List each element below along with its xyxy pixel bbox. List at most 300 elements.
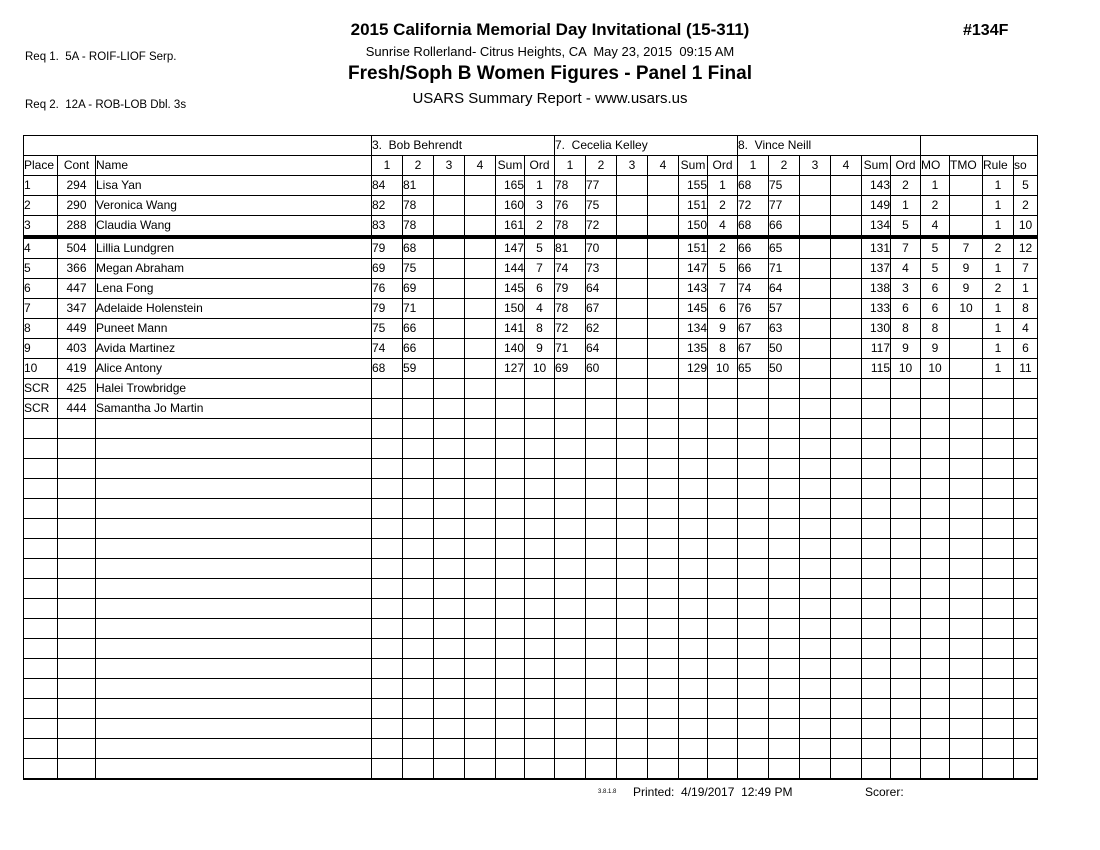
- score-cell: 63: [769, 319, 800, 339]
- score-cell: [617, 176, 648, 196]
- empty-row: [24, 419, 1038, 439]
- title-block: [0, 20, 1100, 107]
- ordinal-cell: [525, 659, 555, 679]
- contestant-number-cell: [58, 739, 96, 759]
- score-cell: [372, 479, 403, 499]
- rule-cell: [983, 679, 1014, 699]
- score-cell: [434, 479, 465, 499]
- sum-cell: 137: [862, 259, 891, 279]
- score-cell: [586, 399, 617, 419]
- so-cell: [1014, 379, 1038, 399]
- contestant-number-cell: 290: [58, 196, 96, 216]
- skater-name-cell: Lena Fong: [96, 279, 372, 299]
- col-header-tmo: TMO: [950, 156, 983, 176]
- score-cell: [738, 579, 769, 599]
- sum-cell: [862, 599, 891, 619]
- sum-cell: [862, 519, 891, 539]
- score-cell: [800, 619, 831, 639]
- empty-row: [24, 719, 1038, 739]
- tmo-cell: [950, 639, 983, 659]
- sum-cell: 160: [496, 196, 525, 216]
- skater-name-cell: Megan Abraham: [96, 259, 372, 279]
- score-cell: [648, 459, 679, 479]
- rule-cell: 2: [983, 279, 1014, 299]
- score-cell: [403, 519, 434, 539]
- score-cell: [434, 619, 465, 639]
- score-cell: [738, 499, 769, 519]
- sum-cell: [496, 419, 525, 439]
- ordinal-cell: [525, 459, 555, 479]
- mo-cell: 4: [921, 216, 950, 238]
- score-cell: [831, 439, 862, 459]
- score-cell: [555, 399, 586, 419]
- score-cell: 67: [586, 299, 617, 319]
- score-cell: 68: [738, 176, 769, 196]
- score-cell: 71: [555, 339, 586, 359]
- result-row: [24, 339, 1038, 359]
- score-cell: [738, 559, 769, 579]
- ordinal-cell: [525, 599, 555, 619]
- ordinal-cell: 6: [708, 299, 738, 319]
- score-cell: 75: [769, 176, 800, 196]
- score-cell: [403, 559, 434, 579]
- score-cell: [586, 479, 617, 499]
- score-cell: [465, 339, 496, 359]
- sum-cell: [862, 639, 891, 659]
- sum-cell: [862, 659, 891, 679]
- score-cell: [586, 539, 617, 559]
- sum-cell: [862, 699, 891, 719]
- skater-name-cell: [96, 479, 372, 499]
- score-cell: [800, 659, 831, 679]
- score-cell: [800, 739, 831, 759]
- score-cell: [555, 659, 586, 679]
- score-cell: [617, 399, 648, 419]
- score-cell: [372, 459, 403, 479]
- score-cell: [800, 579, 831, 599]
- ordinal-cell: 1: [708, 176, 738, 196]
- contestant-number-cell: 294: [58, 176, 96, 196]
- ordinal-cell: [708, 699, 738, 719]
- ordinal-cell: [525, 539, 555, 559]
- col-header-3: 3: [800, 156, 831, 176]
- score-cell: [800, 559, 831, 579]
- ordinal-cell: [525, 739, 555, 759]
- score-cell: [800, 439, 831, 459]
- score-cell: [465, 719, 496, 739]
- score-cell: 70: [586, 237, 617, 259]
- mo-cell: 8: [921, 319, 950, 339]
- score-cell: [769, 539, 800, 559]
- score-cell: 66: [403, 319, 434, 339]
- skater-name-cell: [96, 519, 372, 539]
- score-cell: [831, 559, 862, 579]
- score-cell: 76: [555, 196, 586, 216]
- ordinal-cell: [525, 479, 555, 499]
- empty-row: [24, 619, 1038, 639]
- score-cell: 74: [555, 259, 586, 279]
- rule-cell: 1: [983, 299, 1014, 319]
- sum-cell: [679, 479, 708, 499]
- col-header-3: 3: [434, 156, 465, 176]
- score-cell: [738, 739, 769, 759]
- tmo-cell: [950, 419, 983, 439]
- score-cell: [403, 699, 434, 719]
- score-cell: [800, 216, 831, 238]
- score-cell: [769, 679, 800, 699]
- score-cell: [800, 419, 831, 439]
- skater-name-cell: Alice Antony: [96, 359, 372, 379]
- sum-cell: [679, 579, 708, 599]
- ordinal-cell: [525, 419, 555, 439]
- score-cell: 74: [738, 279, 769, 299]
- place-cell: 3: [24, 216, 58, 238]
- score-cell: [372, 579, 403, 599]
- contestant-number-cell: [58, 639, 96, 659]
- score-cell: [738, 619, 769, 639]
- empty-row: [24, 639, 1038, 659]
- ordinal-cell: 5: [525, 237, 555, 259]
- score-cell: 71: [769, 259, 800, 279]
- score-cell: [434, 196, 465, 216]
- score-cell: [769, 719, 800, 739]
- score-cell: [648, 479, 679, 499]
- score-cell: 68: [403, 237, 434, 259]
- empty-row: [24, 599, 1038, 619]
- ordinal-cell: [525, 559, 555, 579]
- sum-cell: [862, 679, 891, 699]
- mo-cell: [921, 759, 950, 780]
- score-cell: [465, 559, 496, 579]
- score-cell: [738, 439, 769, 459]
- score-cell: [800, 539, 831, 559]
- sum-cell: 147: [496, 237, 525, 259]
- contestant-number-cell: [58, 499, 96, 519]
- so-cell: [1014, 539, 1038, 559]
- mo-cell: 6: [921, 299, 950, 319]
- tmo-cell: [950, 619, 983, 639]
- score-cell: [465, 399, 496, 419]
- rule-cell: [983, 519, 1014, 539]
- score-cell: [800, 699, 831, 719]
- col-header-sum: Sum: [862, 156, 891, 176]
- sum-cell: [496, 679, 525, 699]
- score-cell: [465, 299, 496, 319]
- score-cell: [465, 659, 496, 679]
- sum-cell: [679, 499, 708, 519]
- score-cell: [555, 759, 586, 780]
- sum-cell: [496, 399, 525, 419]
- score-cell: [800, 359, 831, 379]
- score-cell: [831, 359, 862, 379]
- score-cell: [648, 539, 679, 559]
- score-cell: [617, 259, 648, 279]
- score-cell: [434, 279, 465, 299]
- so-cell: [1014, 599, 1038, 619]
- score-cell: [555, 579, 586, 599]
- sum-cell: [862, 559, 891, 579]
- header-spacer-right: [921, 136, 1038, 156]
- place-cell: [24, 579, 58, 599]
- score-cell: [555, 619, 586, 639]
- score-cell: [586, 679, 617, 699]
- so-cell: 6: [1014, 339, 1038, 359]
- score-cell: [617, 599, 648, 619]
- sum-cell: [496, 639, 525, 659]
- score-cell: [769, 499, 800, 519]
- judge-header-row: [24, 136, 1038, 156]
- ordinal-cell: [525, 519, 555, 539]
- skater-name-cell: Veronica Wang: [96, 196, 372, 216]
- so-cell: 1: [1014, 279, 1038, 299]
- col-header-mo: MO: [921, 156, 950, 176]
- score-cell: [434, 176, 465, 196]
- score-cell: 64: [769, 279, 800, 299]
- score-cell: [372, 759, 403, 780]
- score-cell: [738, 759, 769, 780]
- ordinal-cell: [708, 379, 738, 399]
- score-cell: [372, 699, 403, 719]
- place-cell: [24, 499, 58, 519]
- ordinal-cell: 5: [708, 259, 738, 279]
- score-cell: [465, 619, 496, 639]
- sum-cell: [862, 479, 891, 499]
- score-cell: [648, 299, 679, 319]
- score-cell: [465, 739, 496, 759]
- score-cell: [800, 379, 831, 399]
- col-header-4: 4: [831, 156, 862, 176]
- score-cell: [403, 579, 434, 599]
- score-cell: [800, 599, 831, 619]
- score-cell: [465, 176, 496, 196]
- contestant-number-cell: [58, 619, 96, 639]
- score-cell: [769, 619, 800, 639]
- header-spacer-left: [24, 136, 372, 156]
- judge-header: 8. Vince Neill: [738, 136, 921, 156]
- ordinal-cell: [708, 639, 738, 659]
- score-cell: [800, 479, 831, 499]
- score-cell: [617, 579, 648, 599]
- score-cell: [555, 679, 586, 699]
- score-cell: [434, 519, 465, 539]
- score-cell: [648, 719, 679, 739]
- ordinal-cell: [525, 759, 555, 780]
- score-cell: [831, 639, 862, 659]
- so-cell: [1014, 759, 1038, 780]
- rule-cell: [983, 539, 1014, 559]
- printed-timestamp: Printed: 4/19/2017 12:49 PM: [633, 785, 793, 799]
- tmo-cell: [950, 499, 983, 519]
- software-version: 3.8.1.8: [598, 789, 617, 795]
- score-cell: 77: [586, 176, 617, 196]
- score-cell: [648, 279, 679, 299]
- ordinal-cell: 9: [891, 339, 921, 359]
- sum-cell: [679, 619, 708, 639]
- col-header-1: 1: [738, 156, 769, 176]
- score-cell: [831, 659, 862, 679]
- sum-cell: [679, 739, 708, 759]
- score-cell: 78: [403, 196, 434, 216]
- sum-cell: [679, 539, 708, 559]
- score-cell: [372, 619, 403, 639]
- col-header-4: 4: [648, 156, 679, 176]
- score-cell: 57: [769, 299, 800, 319]
- skater-name-cell: Lillia Lundgren: [96, 237, 372, 259]
- result-row: [24, 176, 1038, 196]
- sum-cell: [679, 559, 708, 579]
- score-cell: [555, 599, 586, 619]
- score-cell: [800, 759, 831, 780]
- so-cell: 10: [1014, 216, 1038, 238]
- col-header-place: Place: [24, 156, 58, 176]
- ordinal-cell: 10: [708, 359, 738, 379]
- score-cell: [617, 299, 648, 319]
- score-cell: 69: [555, 359, 586, 379]
- col-header-name: Name: [96, 156, 372, 176]
- ordinal-cell: [525, 439, 555, 459]
- ordinal-cell: [525, 379, 555, 399]
- score-cell: [465, 539, 496, 559]
- score-cell: [738, 379, 769, 399]
- score-cell: [831, 196, 862, 216]
- score-cell: 72: [555, 319, 586, 339]
- score-cell: 62: [586, 319, 617, 339]
- score-cell: [617, 319, 648, 339]
- score-cell: [434, 237, 465, 259]
- skater-name-cell: [96, 579, 372, 599]
- ordinal-cell: [708, 439, 738, 459]
- tmo-cell: [950, 659, 983, 679]
- score-cell: [465, 639, 496, 659]
- place-cell: SCR: [24, 399, 58, 419]
- sum-cell: 151: [679, 196, 708, 216]
- ordinal-cell: [891, 539, 921, 559]
- score-cell: 75: [403, 259, 434, 279]
- col-header-2: 2: [403, 156, 434, 176]
- score-cell: [586, 459, 617, 479]
- score-cell: [800, 339, 831, 359]
- sum-cell: [862, 579, 891, 599]
- skater-name-cell: [96, 599, 372, 619]
- ordinal-cell: 7: [891, 237, 921, 259]
- ordinal-cell: 7: [708, 279, 738, 299]
- score-cell: 65: [738, 359, 769, 379]
- ordinal-cell: [891, 439, 921, 459]
- score-cell: 50: [769, 359, 800, 379]
- score-cell: [831, 299, 862, 319]
- col-header-ord: Ord: [708, 156, 738, 176]
- contestant-number-cell: 419: [58, 359, 96, 379]
- score-cell: [434, 339, 465, 359]
- ordinal-cell: 4: [708, 216, 738, 238]
- skater-name-cell: [96, 679, 372, 699]
- score-cell: 66: [403, 339, 434, 359]
- score-cell: [372, 419, 403, 439]
- ordinal-cell: 1: [525, 176, 555, 196]
- score-cell: [648, 379, 679, 399]
- so-cell: [1014, 679, 1038, 699]
- score-cell: [738, 519, 769, 539]
- contestant-number-cell: [58, 539, 96, 559]
- score-cell: 65: [769, 237, 800, 259]
- sum-cell: 134: [679, 319, 708, 339]
- sum-cell: 150: [679, 216, 708, 238]
- score-cell: [586, 439, 617, 459]
- tmo-cell: [950, 319, 983, 339]
- so-cell: [1014, 639, 1038, 659]
- mo-cell: [921, 459, 950, 479]
- score-cell: [648, 599, 679, 619]
- empty-row: [24, 579, 1038, 599]
- sum-cell: [496, 439, 525, 459]
- empty-row: [24, 739, 1038, 759]
- ordinal-cell: 10: [525, 359, 555, 379]
- sum-cell: 141: [496, 319, 525, 339]
- score-cell: [831, 216, 862, 238]
- ordinal-cell: 6: [525, 279, 555, 299]
- sum-cell: [679, 759, 708, 780]
- ordinal-cell: [891, 659, 921, 679]
- score-cell: 60: [586, 359, 617, 379]
- sum-cell: [496, 559, 525, 579]
- req-line-1: Req 1. 5A - ROIF-LIOF Serp.: [25, 51, 177, 63]
- score-cell: [465, 759, 496, 780]
- score-cell: 66: [738, 237, 769, 259]
- col-header-ord: Ord: [525, 156, 555, 176]
- score-cell: [738, 719, 769, 739]
- mo-cell: [921, 559, 950, 579]
- score-cell: 71: [403, 299, 434, 319]
- sum-cell: 130: [862, 319, 891, 339]
- score-cell: [434, 399, 465, 419]
- score-cell: [586, 759, 617, 780]
- tmo-cell: 7: [950, 237, 983, 259]
- sum-cell: 144: [496, 259, 525, 279]
- sum-cell: [679, 719, 708, 739]
- ordinal-cell: 10: [891, 359, 921, 379]
- judge-header: 3. Bob Behrendt: [372, 136, 555, 156]
- score-cell: [831, 479, 862, 499]
- sum-cell: 117: [862, 339, 891, 359]
- score-cell: [648, 439, 679, 459]
- col-header-1: 1: [555, 156, 586, 176]
- score-cell: 69: [403, 279, 434, 299]
- score-cell: [617, 619, 648, 639]
- place-cell: [24, 459, 58, 479]
- tmo-cell: [950, 479, 983, 499]
- score-cell: [372, 679, 403, 699]
- score-cell: [648, 619, 679, 639]
- score-cell: [586, 579, 617, 599]
- result-row: [24, 319, 1038, 339]
- score-cell: [434, 639, 465, 659]
- score-cell: [555, 439, 586, 459]
- so-cell: 12: [1014, 237, 1038, 259]
- score-cell: [800, 519, 831, 539]
- skater-name-cell: [96, 639, 372, 659]
- tmo-cell: [950, 559, 983, 579]
- skater-name-cell: [96, 759, 372, 780]
- score-cell: 64: [586, 339, 617, 359]
- mo-cell: 5: [921, 237, 950, 259]
- mo-cell: 10: [921, 359, 950, 379]
- result-row: [24, 299, 1038, 319]
- score-cell: [738, 539, 769, 559]
- tmo-cell: [950, 339, 983, 359]
- score-cell: [800, 499, 831, 519]
- score-cell: [769, 699, 800, 719]
- score-cell: 73: [586, 259, 617, 279]
